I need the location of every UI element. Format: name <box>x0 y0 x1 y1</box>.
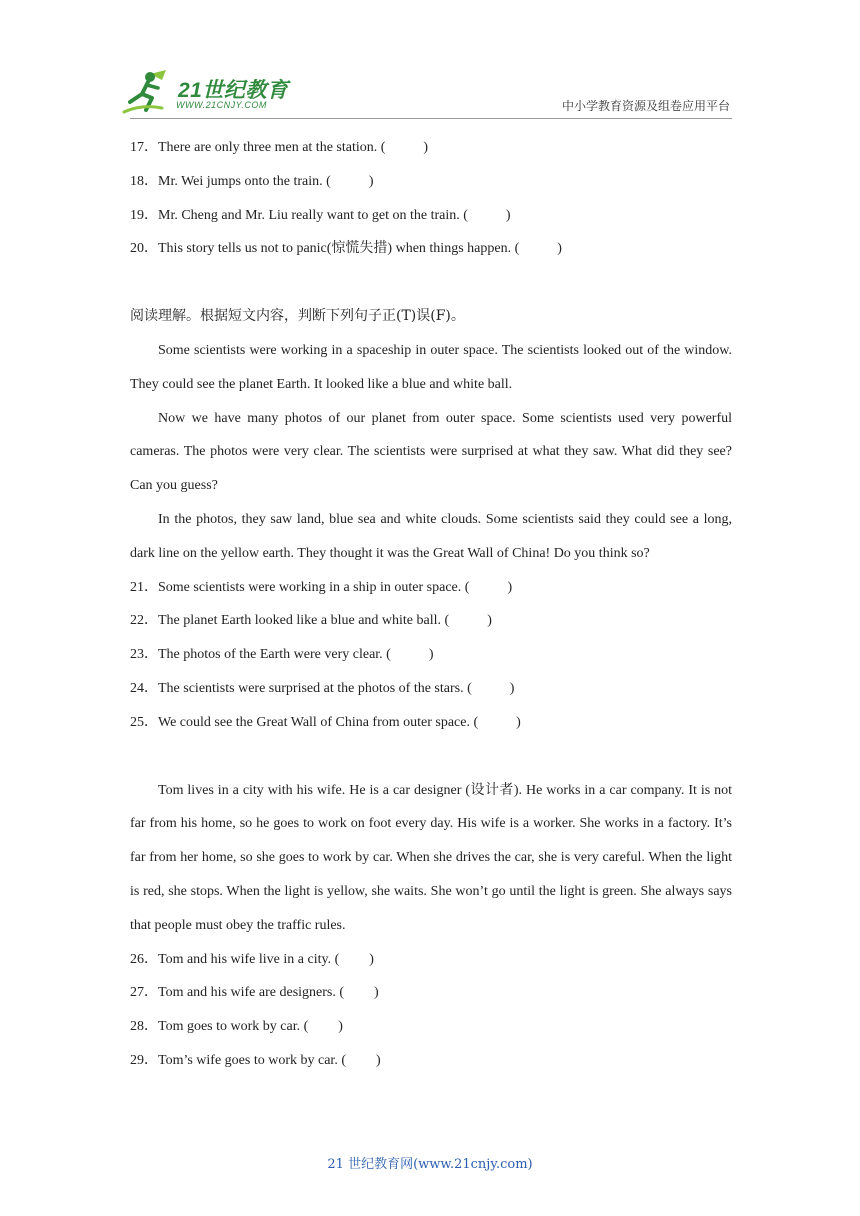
runner-icon <box>122 68 174 114</box>
question-28: 28．Tom goes to work by car. ( ) <box>130 1019 343 1035</box>
question-list-1 <box>130 131 732 266</box>
question-number: 29 <box>130 1052 144 1068</box>
page-header <box>0 0 860 120</box>
question-number: 26 <box>130 951 144 967</box>
question-list-3 <box>130 943 732 1078</box>
question-text: Tom goes to work by car. ( <box>158 1019 309 1035</box>
question-text: Some scientists were working in a ship in outer space. ( <box>158 579 470 595</box>
question-text: Tom and his wife live in a city. ( <box>158 951 340 967</box>
question-24: 24．The scientists were surprised at the photos of the stars. ( ) <box>130 680 515 696</box>
answer-close: ) <box>423 140 429 155</box>
header-platform-label: 中小学教育资源及组卷应用平台 <box>561 99 730 113</box>
passage-paragraph: Some scientists were working in a spaceship in outer space. The scientists looked out of the window. They could see the planet Earth. It looked like a blue and white ball. <box>130 342 732 392</box>
question-17: 17．There are only three men at the station. ( ) <box>130 140 429 155</box>
passage-paragraph: Tom lives in a city with his wife. He is a car designer (设计者). He works in a car company. It is not far from his home, so he goes to work on foot every day. His wife is a worker. She works in a factory. It’s far from her home, so she goes to work by car. When she drives the car, she is very careful. When the light is red, she stops. When the light is yellow, she waits. She won’t go until the light is green. She always says that people must obey the traffic rules. <box>130 782 732 933</box>
answer-close: ) <box>375 1052 381 1068</box>
question-number: 19 <box>130 207 144 223</box>
question-number: 23 <box>130 647 144 663</box>
question-text: The photos of the Earth were very clear. ( <box>158 647 391 663</box>
question-29: 29．Tom’s wife goes to work by car. ( ) <box>130 1052 381 1068</box>
question-text: This story tells us not to panic(惊慌失措) when things happen. ( <box>158 241 520 257</box>
question-27: 27．Tom and his wife are designers. ( ) <box>130 985 379 1001</box>
question-text: Tom’s wife goes to work by car. ( <box>158 1052 346 1068</box>
page-footer: 21 世纪教育网(www.21cnjy.com) <box>327 1157 533 1172</box>
question-number: 25 <box>130 714 144 730</box>
question-text: We could see the Great Wall of China from outer space. ( <box>158 714 479 730</box>
answer-close: ) <box>557 241 562 257</box>
question-number: 24 <box>130 680 144 696</box>
answer-close: ) <box>487 613 492 629</box>
question-26: 26．Tom and his wife live in a city. ( ) <box>130 951 374 967</box>
question-number: 18 <box>130 173 144 189</box>
question-number: 27 <box>130 985 144 1001</box>
answer-close: ) <box>338 1019 343 1035</box>
passage-paragraph: Now we have many photos of our planet from outer space. Some scientists used very powerful cameras. The photos were very clear. The scientists were surprised at what they saw. What did they see? Can you guess? <box>130 410 732 494</box>
passage-paragraph: In the photos, they saw land, blue sea and white clouds. Some scientists said they could see a long, dark line on the yellow earth. They thought it was the Great Wall of China! Do you think so? <box>130 511 732 561</box>
header-divider <box>130 118 732 119</box>
question-number: 17 <box>130 140 144 155</box>
answer-close: ) <box>509 680 515 696</box>
question-text: Tom and his wife are designers. ( <box>158 985 345 1001</box>
logo <box>122 68 292 118</box>
answer-close: ) <box>368 173 374 189</box>
question-22: 22．The planet Earth looked like a blue and white ball. ( ) <box>130 613 492 629</box>
question-21: 21．Some scientists were working in a ship in outer space. ( ) <box>130 579 513 595</box>
question-25: 25．We could see the Great Wall of China from outer space. ( ) <box>130 714 521 730</box>
answer-close: ) <box>374 985 379 1001</box>
question-list-2 <box>130 571 732 740</box>
document-body <box>130 131 732 1078</box>
answer-close: ) <box>505 207 511 223</box>
section-title: 阅读理解。根据短文内容，判断下列句子正(T)误(F)。 <box>130 308 465 325</box>
answer-close: ) <box>369 951 374 967</box>
answer-close: ) <box>428 647 434 663</box>
question-20: 20．This story tells us not to panic(惊慌失措) when things happen. ( ) <box>130 241 562 257</box>
answer-close: ) <box>516 714 521 730</box>
question-19: 19．Mr. Cheng and Mr. Liu really want to get on the train. ( ) <box>130 207 511 223</box>
question-text: The scientists were surprised at the photos of the stars. ( <box>158 680 472 696</box>
logo-url: WWW.21CNJY.COM <box>176 100 267 110</box>
question-text: The planet Earth looked like a blue and white ball. ( <box>158 613 450 629</box>
answer-close: ) <box>507 579 513 595</box>
question-text: Mr. Cheng and Mr. Liu really want to get on the train. ( <box>158 207 468 223</box>
question-23: 23．The photos of the Earth were very clear. ( ) <box>130 647 434 663</box>
question-number: 22 <box>130 613 144 629</box>
question-text: Mr. Wei jumps onto the train. ( <box>158 173 331 189</box>
spacer <box>130 740 732 774</box>
logo-text: 21世纪教育 <box>178 79 289 102</box>
question-number: 28 <box>130 1019 144 1035</box>
question-number: 20 <box>130 241 144 257</box>
question-number: 21 <box>130 579 144 595</box>
question-18: 18．Mr. Wei jumps onto the train. ( ) <box>130 173 374 189</box>
question-text: There are only three men at the station. ( <box>158 140 386 155</box>
